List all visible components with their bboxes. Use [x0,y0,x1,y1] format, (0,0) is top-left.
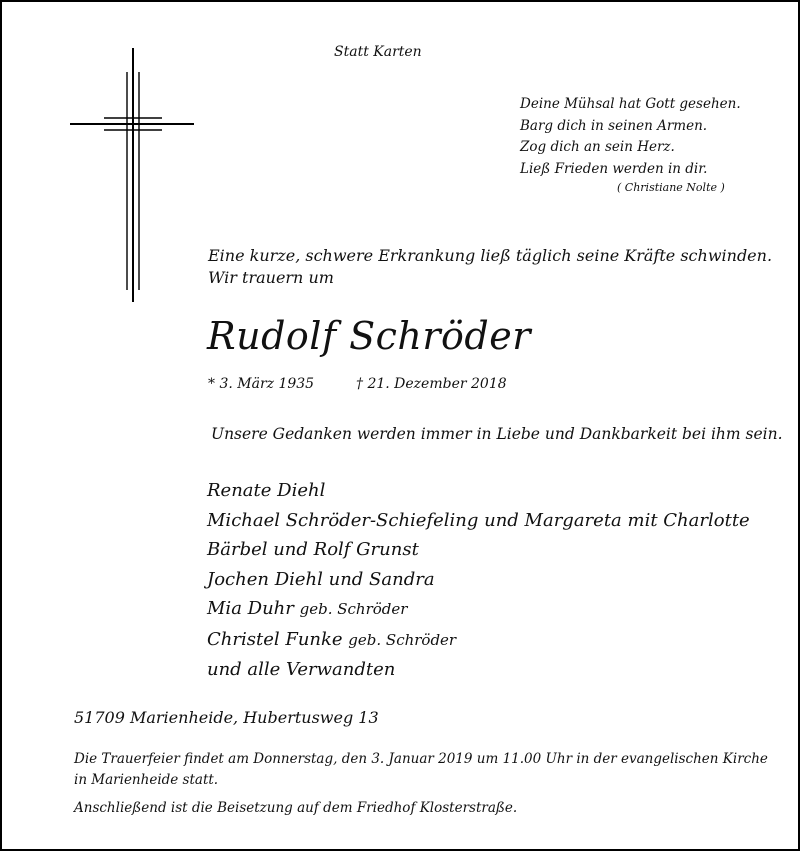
mourner-name: Mia Duhr [207,598,294,619]
mourner-line [207,476,750,506]
intro-text [208,245,772,289]
funeral-notice [74,749,768,791]
death-date: † 21. Dezember 2018 [356,376,507,392]
mourner-name: Michael Schröder-Schiefeling und Margareta mit Charlotte [207,509,750,531]
burial-notice: Anschließend ist die Beisetzung auf dem Friedhof Klosterstraße. [74,800,518,816]
address: 51709 Marienheide, Hubertusweg 13 [74,708,379,727]
mourner-line [207,625,750,656]
poem-line: Ließ Frieden werden in dir. [520,160,708,177]
mourner-name: Jochen Diehl und Sandra [207,568,435,590]
poem-author: ( Christiane Nolte ) [617,181,725,194]
cross-icon [70,48,194,302]
mourner-line [207,506,750,536]
notice-line: in Marienheide statt. [74,772,219,788]
intro-line: Eine kurze, schwere Erkrankung ließ täglich seine Kräfte schwinden. [208,246,773,265]
mourner-maiden-name: geb. Schröder [348,630,457,649]
mourner-name: Christel Funke [207,628,343,650]
mourner-line [207,594,750,625]
mourner-line [207,535,750,565]
poem [520,94,741,180]
mourner-name: Renate Diehl [207,480,326,501]
intro-line: Wir trauern um [208,268,334,287]
birth-date: * 3. März 1935 [208,376,315,392]
mourners-list [207,476,750,685]
poem-line: Barg dich in seinen Armen. [520,117,708,134]
mourner-name: und alle Verwandten [207,659,396,680]
notice-line: Die Trauerfeier findet am Donnerstag, den 3. Januar 2019 um 11.00 Uhr in der evangelischen Kirche [74,751,768,767]
mourner-maiden-name: geb. Schröder [299,600,408,618]
poem-line: Zog dich an sein Herz. [520,139,675,155]
mourner-line [207,655,750,685]
memorial-sentence: Unsere Gedanken werden immer in Liebe und Dankbarkeit bei ihm sein. [211,425,783,443]
mourner-line [207,565,750,595]
mourner-name: Bärbel und Rolf Grunst [207,539,419,560]
statt-karten: Statt Karten [334,44,422,60]
deceased-name: Rudolf Schröder [207,314,531,358]
poem-line: Deine Mühsal hat Gott gesehen. [520,96,741,112]
